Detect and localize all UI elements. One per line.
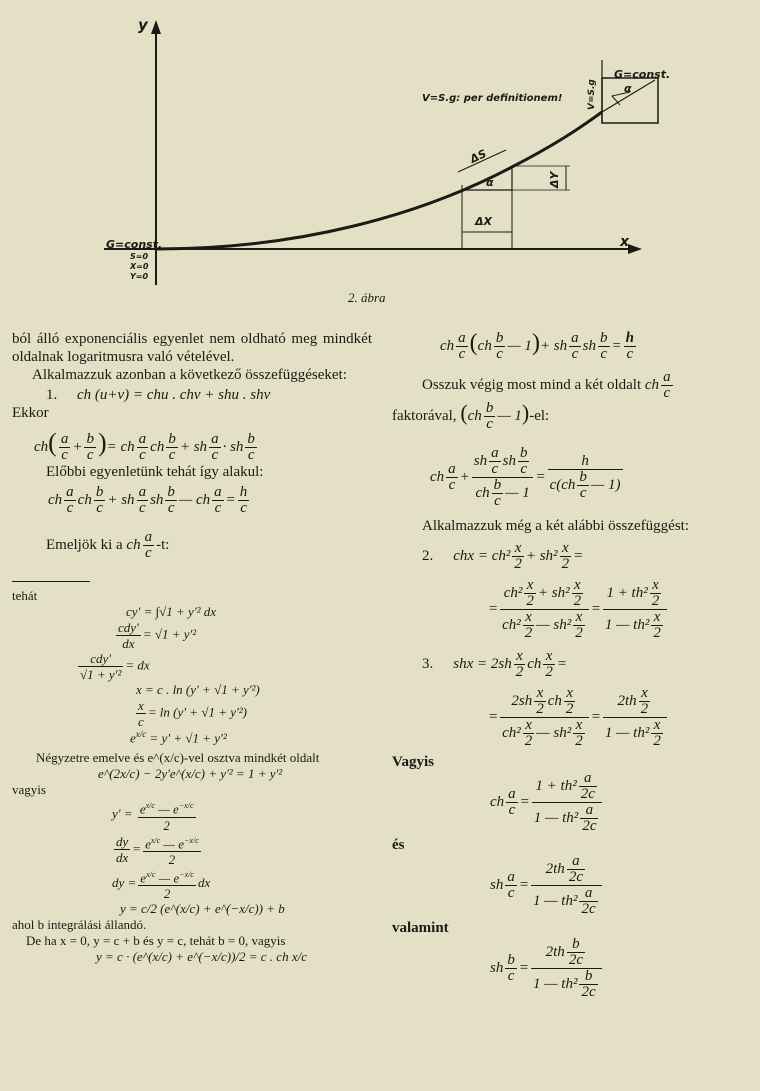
item-3-continued: = 2sh $\frac{x}{2}$ ch $\frac{x}{2}$ ch² $\frac{x}{2}$ — sh² $\frac{x}{2}$ = 2th $\frac{x}{2}$ 1 — th² $\frac{x}{2}$: [488, 686, 752, 749]
figure: [0, 0, 760, 310]
eq-sh-b-half: sh $\frac{b}{c}$ = 2th $\frac{b}{2c}$ 1 — th² $\frac{b}{2c}$: [490, 937, 752, 1000]
item-1: [12, 386, 372, 404]
origin-conditions: S=0 X=0 Y=0: [130, 252, 149, 281]
eq-y: y = c/2 (e^(x/c) + e^(−x/c)) + b: [120, 901, 285, 917]
y-axis-label: y: [138, 16, 148, 34]
de-ha-text: De ha x = 0, y = c + b és y = c, tehát b = 0, vagyis: [26, 933, 286, 949]
weight-label: G=const.: [614, 68, 671, 81]
emeljuk-line: Emeljök ki a ch $\frac{a}{c}$ -t:: [46, 529, 170, 562]
eq-cy: cy' = ∫√1 + y'² dx: [126, 604, 217, 620]
origin-label: G=const.: [106, 238, 163, 251]
left-column: [12, 330, 372, 965]
item-3: 3. shx = 2sh $\frac{x}{2}$ ch $\frac{x}{2}$ =: [422, 648, 568, 681]
equation-divided: ch $\frac{a}{c}$ + sh $\frac{a}{c}$ sh $\frac{b}{c}$ ch $\frac{b}{c}$ — 1 = h c(ch $\frac{b}{c}$ — 1): [430, 445, 621, 510]
paragraph-1: ból álló exponenciális egyenlet nem oldható meg mindkét oldalnak logaritmusra való vételével.: [12, 331, 372, 365]
item-3-number: 3.: [422, 656, 434, 672]
osszuk-line: Osszuk végig most mind a két oldalt ch $\frac{a}{c}$: [422, 369, 671, 402]
right-column: [392, 330, 752, 1000]
eq-dx: $\frac{\text{cdy'}}{\text{√1 + y'²}}$ = dx: [80, 651, 150, 683]
solution-block: [112, 798, 372, 917]
eq-yprime: y' = $\frac{e^{x/c} — e^{-x/c}}{2}$: [112, 798, 372, 832]
item-2-number: 2.: [422, 548, 434, 564]
eq-square: e^(2x/c) − 2y'e^(x/c) + y'² = 1 + y'²: [98, 766, 283, 782]
faktoraval-text: faktorával,: [392, 408, 457, 424]
item-2-continued: = ch² $\frac{x}{2}$ + sh² $\frac{x}{2}$ ch² $\frac{x}{2}$ — sh² $\frac{x}{2}$ = 1 + th² $\frac{x}{2}$ 1 — th² $\frac{x}{2}$: [488, 578, 752, 641]
item-1-equation: ch (u+v) = chu . chv + shu . shv: [77, 387, 271, 403]
alkalmazzuk-text: Alkalmazzuk még a két alábbi összefüggést:: [422, 518, 689, 535]
item-1-number: 1.: [46, 387, 58, 403]
emeljuk-text: Emeljök ki a: [46, 537, 123, 553]
tehat-label: tehát: [12, 588, 38, 604]
valamint-label: valamint: [392, 920, 449, 937]
delta-x-label: ΔX: [475, 215, 492, 228]
item-2: 2. chx = ch² $\frac{x}{2}$ + sh² $\frac{x}{2}$ =: [422, 540, 584, 573]
y-axis-arrow: [151, 20, 161, 34]
alpha-label: α: [486, 176, 494, 189]
negyzet-text: Négyzetre emelve és e^(x/c)-vel osztva mindkét oldalt: [36, 750, 320, 766]
equation-ch-sum: ch( $\frac{a}{c}$ + $\frac{b}{c}$ )= ch $\frac{a}{c}$ ch $\frac{b}{c}$ + sh $\frac{a}{c}$ · sh $\frac{b}{c}$: [34, 428, 255, 464]
figure-diagram: [0, 0, 760, 310]
vagyis-label-left: vagyis: [12, 782, 46, 798]
delta-s-label: ΔS: [468, 147, 489, 166]
eq-ch-half: ch $\frac{a}{c}$ = 1 + th² $\frac{a}{2c}$ 1 — th² $\frac{a}{2c}$: [490, 771, 752, 834]
x-axis-label: x: [620, 234, 630, 250]
vagyis-label: Vagyis: [392, 754, 434, 771]
eq-x-ln: x = c . ln (y' + √1 + y'²): [136, 682, 260, 698]
catenary-curve: [156, 112, 602, 249]
emeljuk-tail: -t:: [156, 537, 170, 553]
faktoraval-line: faktorával, (ch $\frac{b}{c}$ — 1)-el:: [392, 400, 550, 433]
osszuk-text: Osszuk végig most mind a két oldalt: [422, 377, 642, 393]
paragraph-3: Előbbi egyenletünk tehát így alakul:: [46, 464, 264, 481]
eq-exp: $e^{x/c} = y' + √1 + y'^2$: [130, 729, 227, 746]
eq-dydx: $\frac{\text{cdy'}}{dx}$ = √1 + y'²: [118, 620, 197, 652]
eq-final: y = c · (e^(x/c) + e^(−x/c))/2 = c . ch x/c: [96, 949, 307, 965]
derivation-block: [82, 604, 372, 746]
eq-dy-dx: $\frac{dy}{dx}$ = $\frac{e^{x/c} — e^{-x/c}}{2}$: [116, 834, 199, 868]
vs-label: V=S.g: [587, 79, 597, 110]
eq-xc-ln: $\frac{x}{c}$ = ln (y' + √1 + y'²): [138, 698, 248, 730]
equation-expanded: ch $\frac{a}{c}$ ch $\frac{b}{c}$ + sh $\frac{a}{c}$ sh $\frac{b}{c}$ — ch $\frac{a}{c}$ = $\frac{h}{c}$: [48, 484, 248, 517]
divider-rule: [12, 581, 90, 582]
eq-sh-half: sh $\frac{a}{c}$ = 2th $\frac{a}{2c}$ 1 — th² $\frac{a}{2c}$: [490, 854, 752, 917]
alpha-label-box: α: [624, 82, 632, 95]
equation-top: ch $\frac{a}{c}$ (ch $\frac{b}{c}$ — 1)+ sh $\frac{a}{c}$ sh $\frac{b}{c}$ = $\frac{h}{c}$: [440, 330, 634, 363]
definition-note: V=S.g: per definitionem!: [422, 93, 563, 104]
ekkor-label: Ekkor: [12, 405, 49, 421]
ahol-text: ahol b integrálási állandó.: [12, 917, 147, 933]
el-text: -el:: [529, 408, 550, 424]
x-axis-arrow: [628, 244, 642, 254]
es-label: és: [392, 837, 405, 854]
delta-y-label: ΔY: [548, 171, 561, 188]
figure-caption: 2. ábra: [348, 290, 386, 305]
eq-dy: dy = $\frac{e^{x/c} — e^{-x/c}}{2}$ dx: [112, 867, 372, 901]
paragraph-2: Alkalmazzuk azonban a következő összefüggéseket:: [32, 367, 347, 383]
